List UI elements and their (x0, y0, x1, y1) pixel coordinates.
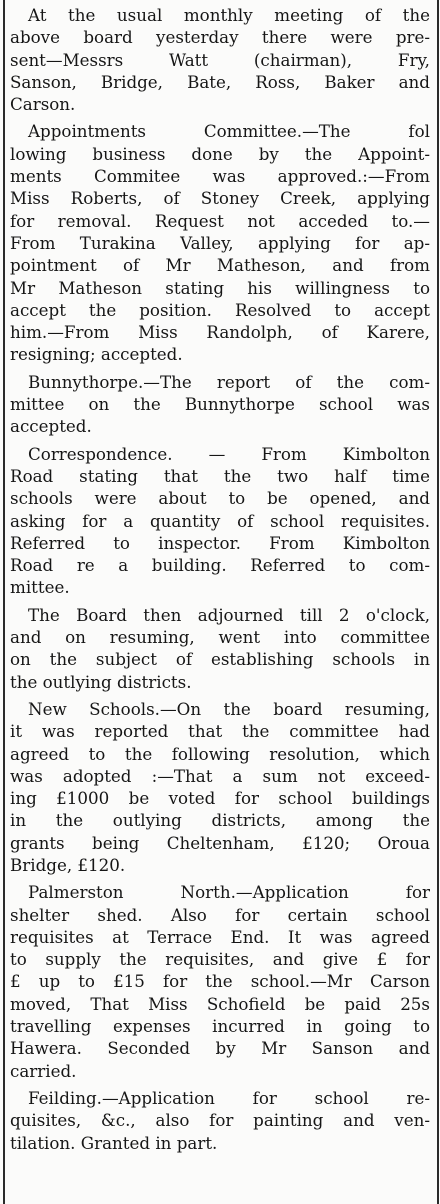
paragraph (10, 604, 430, 693)
text-line: was adopted :—That a sum not exceed- (10, 765, 430, 786)
paragraph (10, 120, 430, 365)
text-line: The Board then adjourned till 2 o'clock, (28, 604, 430, 625)
text-line: for removal. Request not acceded to.— (10, 210, 430, 231)
text-line: Road re a building. Referred to com- (10, 555, 430, 576)
text-line: in the outlying districts, among the (10, 810, 430, 831)
text-line: Feilding.—Application for school re- (28, 1087, 430, 1108)
text-line: Palmerston North.—Application for (28, 882, 430, 903)
text-line: moved, That Miss Schofield be paid 25s (10, 993, 430, 1014)
text-line: accepted. (10, 416, 92, 437)
text-line: Bunnythorpe.—The report of the com- (28, 371, 430, 392)
text-line: Road stating that the two half time (10, 465, 430, 486)
text-line: Sanson, Bridge, Bate, Ross, Baker and (10, 71, 430, 92)
text-line: Bridge, £120. (10, 854, 126, 875)
text-line: schools were about to be opened, and (10, 488, 430, 509)
text-line: Carson. (10, 94, 76, 115)
paragraph (10, 698, 430, 876)
text-line: ments Commitee was approved.:—From (10, 166, 430, 187)
text-line: travelling expenses incurred in going to (10, 1016, 430, 1037)
text-line: and on resuming, went into committee (10, 627, 430, 648)
text-line: From Turakina Valley, applying for ap- (10, 232, 430, 253)
text-line: above board yesterday there were pre- (10, 27, 430, 48)
text-line: on the subject of establishing schools in (10, 649, 430, 670)
text-line: mittee. (10, 577, 70, 598)
text-line: requisites at Terrace End. It was agreed (10, 926, 430, 947)
text-line: resigning; accepted. (10, 344, 183, 365)
text-line: pointment of Mr Matheson, and from (10, 255, 430, 276)
text-line: asking for a quantity of school requisites. (10, 510, 430, 531)
text-line: to supply the requisites, and give £ for (10, 949, 430, 970)
text-line: grants being Cheltenham, £120; Oroua (10, 832, 430, 853)
text-line: tilation. Granted in part. (10, 1132, 218, 1153)
text-line: ing £1000 be voted for school buildings (10, 788, 430, 809)
paragraph (10, 371, 430, 438)
text-line: the outlying districts. (10, 671, 192, 692)
text-line: mittee on the Bunnythorpe school was (10, 394, 430, 415)
article-body (10, 4, 430, 1154)
text-line: agreed to the following resolution, which (10, 743, 430, 764)
text-line: Referred to inspector. From Kimbolton (10, 532, 430, 553)
text-line: New Schools.—On the board resuming, (28, 698, 430, 719)
text-line: sent—Messrs Watt (chairman), Fry, (10, 49, 430, 70)
text-line: shelter shed. Also for certain school (10, 904, 430, 925)
column-rule-left (3, 0, 5, 1204)
text-line: lowing business done by the Appoint- (10, 143, 430, 164)
text-line: quisites, &c., also for painting and ven- (10, 1110, 430, 1131)
paragraph (10, 4, 430, 115)
text-line: accept the position. Resolved to accept (10, 299, 430, 320)
paragraph (10, 881, 430, 1082)
text-line: Miss Roberts, of Stoney Creek, applying (10, 188, 430, 209)
text-line: Appointments Committee.—The fol (28, 121, 430, 142)
text-line: £ up to £15 for the school.—Mr Carson (10, 971, 430, 992)
paragraph (10, 1087, 430, 1154)
text-line: Hawera. Seconded by Mr Sanson and (10, 1038, 430, 1059)
text-line: it was reported that the committee had (10, 721, 430, 742)
paragraph (10, 443, 430, 599)
text-line: At the usual monthly meeting of the (28, 5, 430, 25)
text-line: him.—From Miss Randolph, of Karere, (10, 322, 430, 343)
text-line: Correspondence. — From Kimbolton (28, 443, 430, 464)
text-line: Mr Matheson stating his willingness to (10, 277, 430, 298)
text-line: carried. (10, 1060, 77, 1081)
column-rule-right (437, 0, 439, 1204)
